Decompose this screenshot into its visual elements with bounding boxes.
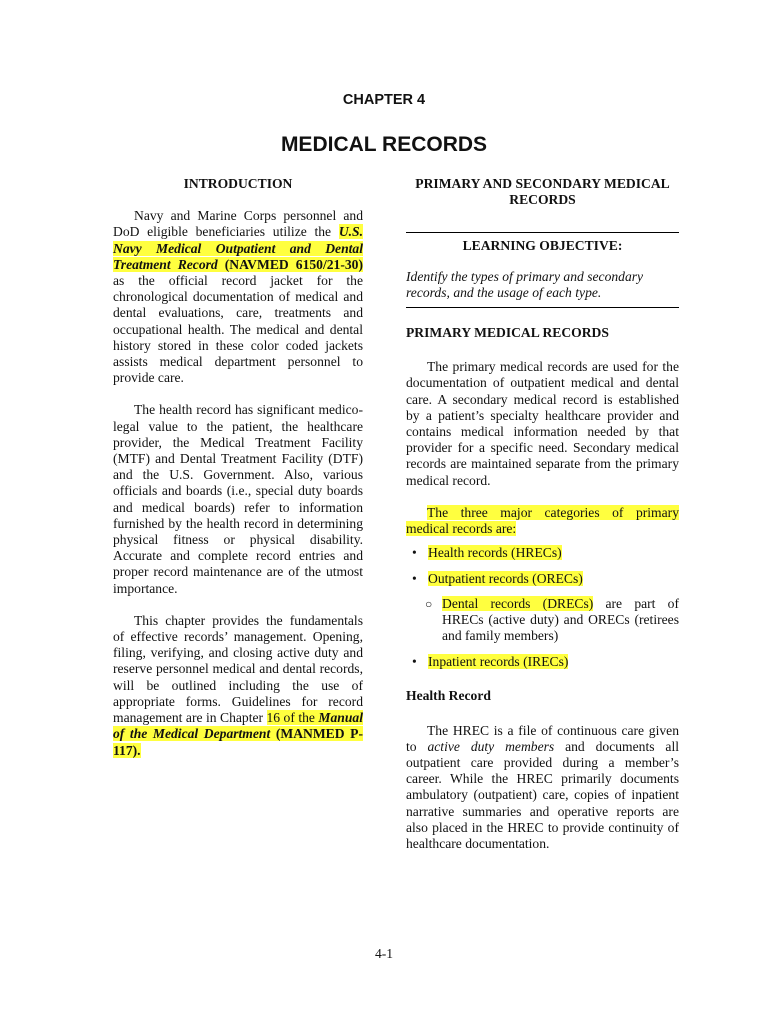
list-item: • Outpatient records (ORECs)	[412, 571, 583, 587]
record-categories-list-cont	[406, 654, 679, 670]
intro-paragraph-3: This chapter provides the fundamentals of effective records’ management. Opening, filing, verifying, and closing active duty and reserve personnel medical and dental records, will be outlined including the use of appropriate forms. Guidelines for record management are in Chapter 16 of the Manual of the Medical Department (MANMED P-117).	[113, 612, 363, 758]
record-subcategories-list	[406, 596, 679, 645]
intro-paragraph-1: Navy and Marine Corps personnel and DoD eligible beneficiaries utilize the U.S. Navy Medical Outpatient and Dental Treatment Record (NAVMED 6150/21-30) as the official record jacket for the chronological documentation of medical and dental evaluations, care, treatments and occupational health. The medical and dental history stored in these color coded jackets assists medical department personnel to provide care.	[113, 208, 363, 386]
list-item: ○ Dental records (DRECs) are part of HRECs (active duty) and ORECs (retirees and family members)	[425, 595, 679, 644]
right-column	[406, 176, 679, 852]
primary-secondary-heading: PRIMARY AND SECONDARY MEDICAL RECORDS	[415, 176, 670, 208]
introduction-heading: INTRODUCTION	[183, 176, 293, 191]
learning-objective-text: Identify the types of primary and secondary records, and the usage of each type.	[406, 268, 644, 300]
list-item: • Health records (HRECs)	[412, 545, 562, 561]
primary-paragraph-1: The primary medical records are used for the documentation of outpatient medical and dental care. A secondary medical record is established by a patient’s specialty healthcare provider and contains medical information needed by that provider for a specific need. Secondary medical records are maintained separate from the primary medical record.	[406, 359, 679, 488]
learning-objective-heading: LEARNING OBJECTIVE:	[462, 238, 623, 254]
list-item: • Inpatient records (IRECs)	[412, 654, 569, 670]
chapter-label: CHAPTER 4	[342, 92, 426, 108]
page-title: MEDICAL RECORDS	[280, 133, 488, 156]
left-column	[113, 176, 363, 759]
health-record-paragraph: The HREC is a file of continuous care given to active duty members and documents all outpatient care provided during a member’s career. While the HREC primarily documents ambulatory (outpatient) care, copies of inpatient narrative summaries and operative reports are also placed in the HREC to provide continuity of healthcare documentation.	[406, 722, 679, 852]
bullet-icon: •	[412, 545, 417, 561]
bullet-icon: •	[412, 654, 417, 670]
health-record-heading: Health Record	[406, 688, 491, 704]
page-number: 4-1	[374, 946, 394, 961]
record-categories-list	[406, 545, 679, 587]
circle-bullet-icon: ○	[425, 596, 433, 611]
intro-paragraph-2: The health record has significant medico-legal value to the patient, the healthcare provider, the Medical Treatment Facility (MTF) and Dental Treatment Facility (DTF) and the U.S. Government. Also, various officials and boards (i.e., special duty boards and medical boards) refer to information furnished by the health record in determining physical fitness or physical disability. Accurate and complete record entries and proper record maintenance are of the utmost importance.	[113, 402, 363, 596]
primary-medical-records-heading: PRIMARY MEDICAL RECORDS	[406, 325, 609, 341]
bullet-icon: •	[412, 571, 417, 587]
primary-paragraph-2: The three major categories of primary medical records are:	[406, 504, 679, 537]
learning-objective-box	[406, 232, 679, 308]
